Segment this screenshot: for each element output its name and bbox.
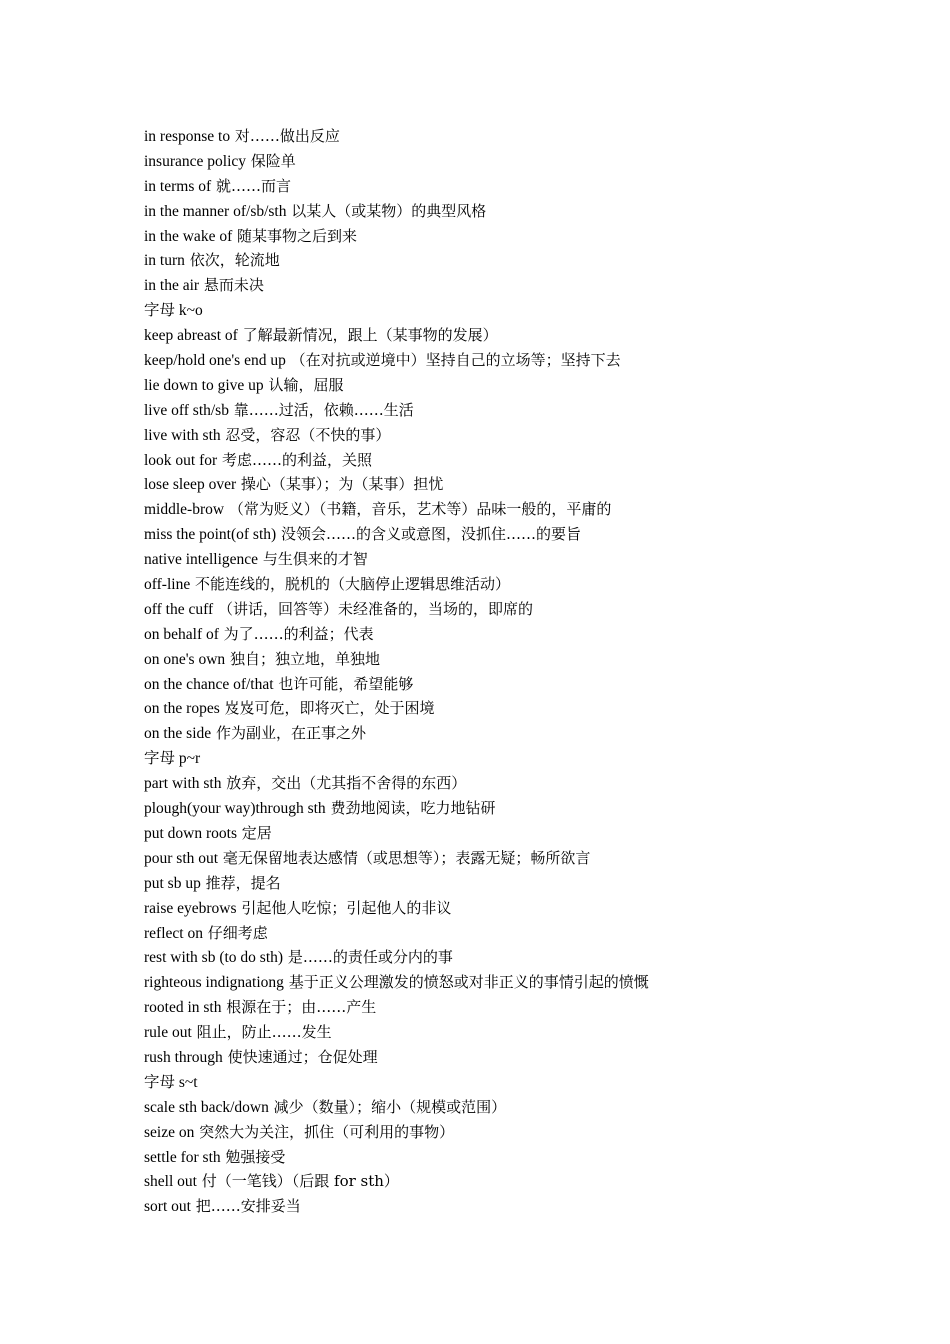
- entry-term: raise eyebrows: [144, 899, 237, 917]
- entry-definition: 仔细考虑: [207, 923, 268, 942]
- entry-term: rush through: [144, 1048, 223, 1066]
- entry-definition: （讲话，回答等）未经准备的，当场的，即席的: [217, 599, 533, 618]
- vocabulary-entry: [144, 721, 864, 746]
- entry-term: in turn: [144, 252, 185, 270]
- entry-definition: 作为副业，在正事之外: [215, 724, 366, 743]
- entry-term: reflect on: [144, 924, 203, 942]
- entry-definition: 费劲地阅读，吃力地钻研: [330, 799, 496, 818]
- section-heading: [144, 746, 864, 771]
- entry-definition: 勉强接受: [225, 1147, 286, 1166]
- vocabulary-entry: [144, 846, 864, 871]
- entry-definition: 根源在于；由……产生: [226, 998, 377, 1017]
- entry-term: on the side: [144, 725, 212, 743]
- vocabulary-entry: [144, 174, 864, 199]
- entry-term: scale sth back/down: [144, 1098, 269, 1116]
- entry-definition: 岌岌可危，即将灭亡，处于困境: [224, 699, 435, 718]
- vocabulary-entry: [144, 771, 864, 796]
- entry-definition: 忍受，容忍（不快的事）: [225, 425, 391, 444]
- vocabulary-entry: [144, 472, 864, 497]
- vocabulary-entry: [144, 1194, 864, 1219]
- entry-term: rule out: [144, 1024, 192, 1042]
- vocabulary-entry: [144, 995, 864, 1020]
- entry-term: on the ropes: [144, 700, 220, 718]
- vocabulary-entry: [144, 1169, 864, 1194]
- entry-term: miss the point(of sth): [144, 526, 277, 544]
- entry-definition: （在对抗或逆境中）坚持自己的立场等；坚持下去: [290, 351, 621, 370]
- entry-definition: 独自；独立地，单独地: [229, 649, 380, 668]
- entry-definition: 靠……过活，依赖……生活: [233, 400, 414, 419]
- entry-term: lie down to give up: [144, 376, 264, 394]
- entry-term: live off sth/sb: [144, 401, 229, 419]
- entry-definition: 放弃，交出（尤其指不舍得的东西）: [226, 774, 467, 793]
- entry-term: middle-brow: [144, 501, 225, 519]
- vocabulary-entry: [144, 547, 864, 572]
- entry-definition: 保险单: [250, 151, 296, 170]
- entry-definition: 悬而未决: [203, 276, 264, 295]
- entry-term: in the air: [144, 277, 200, 295]
- vocabulary-entry: [144, 423, 864, 448]
- vocabulary-entry: [144, 622, 864, 647]
- entry-definition: 是……的责任或分内的事: [287, 948, 453, 967]
- vocabulary-entry: [144, 945, 864, 970]
- entry-definition: 引起他人吃惊；引起他人的非议: [241, 898, 452, 917]
- entry-term: lose sleep over: [144, 476, 237, 494]
- entry-definition: 使快速通过；仓促处理: [227, 1047, 378, 1066]
- entry-term: native intelligence: [144, 551, 259, 569]
- vocabulary-entry: [144, 124, 864, 149]
- vocabulary-entry: [144, 871, 864, 896]
- vocabulary-entry: [144, 1045, 864, 1070]
- entry-term: put down roots: [144, 824, 237, 842]
- entry-term: part with sth: [144, 775, 222, 793]
- vocabulary-entry: [144, 821, 864, 846]
- vocabulary-entry: [144, 248, 864, 273]
- entry-term: settle for sth: [144, 1148, 221, 1166]
- vocabulary-entry: [144, 398, 864, 423]
- entry-definition: 对……做出反应: [234, 127, 340, 145]
- vocabulary-entry: [144, 1020, 864, 1045]
- vocabulary-entry: [144, 696, 864, 721]
- vocabulary-entry: [144, 896, 864, 921]
- entry-term: rooted in sth: [144, 999, 222, 1017]
- section-heading-text: 字母 p~r: [144, 750, 201, 768]
- entry-definition: （常为贬义）（书籍，音乐，艺术等）品味一般的，平庸的: [228, 500, 612, 519]
- entry-term: seize on: [144, 1123, 195, 1141]
- entry-definition: 与生俱来的才智: [262, 550, 368, 569]
- vocabulary-entry: [144, 796, 864, 821]
- entry-term: on one's own: [144, 650, 226, 668]
- entry-definition: 付（一笔钱）（后跟 for sth）: [201, 1172, 399, 1191]
- entry-definition: 就……而言: [215, 176, 291, 195]
- entry-definition: 把……安排妥当: [195, 1197, 301, 1216]
- entry-definition: 操心（某事）；为（某事）担忧: [240, 475, 444, 494]
- entry-term: rest with sb (to do sth): [144, 949, 284, 967]
- entry-term: on the chance of/that: [144, 675, 274, 693]
- entry-term: in the manner of/sb/sth: [144, 202, 287, 220]
- vocabulary-entry: [144, 522, 864, 547]
- entry-term: look out for: [144, 451, 218, 469]
- entry-definition: 定居: [241, 823, 272, 842]
- vocabulary-entry: [144, 199, 864, 224]
- vocabulary-entry: [144, 572, 864, 597]
- vocabulary-list: [144, 124, 864, 1219]
- entry-definition: 考虑……的利益，关照: [221, 450, 372, 469]
- vocabulary-entry: [144, 647, 864, 672]
- entry-term: in terms of: [144, 177, 212, 195]
- vocabulary-entry: [144, 597, 864, 622]
- entry-term: on behalf of: [144, 625, 219, 643]
- vocabulary-entry: [144, 970, 864, 995]
- vocabulary-entry: [144, 497, 864, 522]
- entry-definition: 基于正义公理激发的愤怒或对非正义的事情引起的愤慨: [288, 973, 649, 992]
- vocabulary-entry: [144, 323, 864, 348]
- entry-definition: 为了……的利益；代表: [223, 624, 374, 643]
- vocabulary-entry: [144, 373, 864, 398]
- entry-definition: 减少（数量）；缩小（规模或范围）: [273, 1097, 507, 1116]
- entry-definition: 突然大为关注，抓住（可利用的事物）: [199, 1122, 455, 1141]
- vocabulary-entry: [144, 1120, 864, 1145]
- vocabulary-entry: [144, 348, 864, 373]
- section-heading-text: 字母 s~t: [144, 1073, 198, 1091]
- entry-definition: 没领会……的含义或意图，没抓住……的要旨: [280, 525, 581, 544]
- vocabulary-entry: [144, 672, 864, 697]
- entry-definition: 也许可能，希望能够: [278, 674, 414, 693]
- section-heading: [144, 1070, 864, 1095]
- vocabulary-entry: [144, 921, 864, 946]
- entry-definition: 推荐，提名: [205, 873, 281, 892]
- vocabulary-entry: [144, 273, 864, 298]
- entry-definition: 随某事物之后到来: [237, 226, 358, 245]
- entry-term: righteous indignationg: [144, 974, 284, 992]
- entry-term: insurance policy: [144, 152, 247, 170]
- vocabulary-entry: [144, 1095, 864, 1120]
- vocabulary-entry: [144, 149, 864, 174]
- entry-term: keep abreast of: [144, 327, 238, 345]
- entry-definition: 认输，屈服: [268, 375, 344, 394]
- entry-term: off-line: [144, 576, 191, 594]
- entry-term: live with sth: [144, 426, 221, 444]
- vocabulary-entry: [144, 1145, 864, 1170]
- entry-term: in the wake of: [144, 227, 233, 245]
- entry-term: put sb up: [144, 874, 201, 892]
- entry-term: shell out: [144, 1173, 197, 1191]
- vocabulary-entry: [144, 224, 864, 249]
- entry-definition: 阻止，防止……发生: [196, 1023, 332, 1042]
- entry-term: pour sth out: [144, 849, 219, 867]
- section-heading: [144, 298, 864, 323]
- entry-term: plough(your way)through sth: [144, 800, 326, 818]
- entry-definition: 依次，轮流地: [189, 251, 280, 270]
- vocabulary-entry: [144, 448, 864, 473]
- entry-term: in response to: [144, 128, 231, 145]
- section-heading-text: 字母 k~o: [144, 302, 203, 320]
- entry-term: sort out: [144, 1198, 191, 1216]
- entry-definition: 不能连线的，脱机的（大脑停止逻辑思维活动）: [194, 575, 510, 594]
- entry-term: keep/hold one's end up: [144, 352, 286, 370]
- entry-term: off the cuff: [144, 600, 214, 618]
- entry-definition: 毫无保留地表达感情（或思想等）；表露无疑；畅所欲言: [222, 848, 591, 867]
- entry-definition: 了解最新情况，跟上（某事物的发展）: [242, 326, 498, 345]
- entry-definition: 以某人（或某物）的典型风格: [291, 201, 487, 220]
